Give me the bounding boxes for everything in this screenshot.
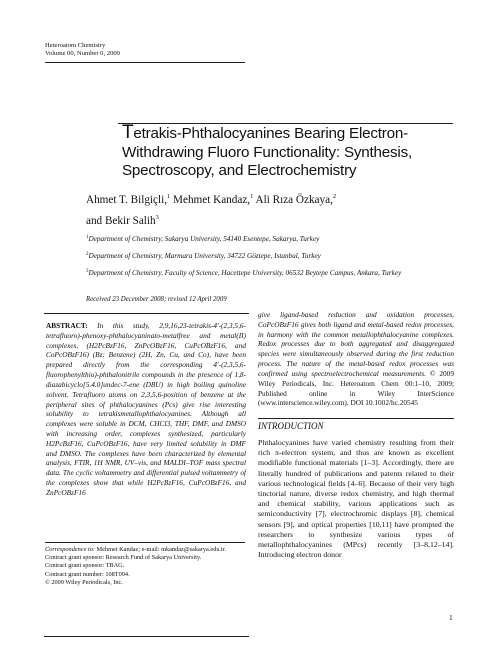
affiliation (86, 267, 446, 278)
correspondence-text: Mehmet Kandaz; e-mail: mkandaz@sakarya.edu.tr. (96, 546, 227, 553)
page-number: 1 (449, 613, 453, 622)
author-affiliation-mark: 1 (167, 193, 171, 200)
correspondence-label: Correspondence to: (45, 546, 95, 553)
author-name: Ahmet T. Bilgiçli, (86, 194, 167, 206)
grant-sponsor-note: Contract grant sponsor: Research Fund of Sakarya University. (45, 554, 202, 562)
header-divider (45, 62, 245, 63)
copyright-note: © 2009 Wiley Periodicals, Inc. (45, 578, 123, 586)
abstract-left-column (46, 321, 246, 498)
author-name: and Bekir Salih (86, 215, 156, 227)
introduction-heading: INTRODUCTION (258, 421, 324, 431)
author-affiliation-mark: 1 (250, 193, 254, 200)
author-affiliation-mark: 2 (332, 193, 337, 200)
grant-number-note: Contract grant number: 108T094. (45, 570, 130, 578)
affiliation-text: Department of Chemistry, Sakarya University, 54140 Esentepe, Sakarya, Turkey (88, 235, 320, 243)
affiliation (86, 233, 446, 244)
journal-volume: Volume 00, Number 0, 2009 (45, 50, 120, 58)
footnotes (45, 546, 250, 587)
article-title (122, 124, 462, 181)
title-rest: etrakis-Phthalocyanines Bearing Electron-Withdrawing Fluoro Functionality: Synthesis, Spectroscopy, and Electrochemistry (122, 125, 413, 179)
abstract-text: In this study, 2,9,16,23-tetrakis-4′-(2,3,5,6-tetrafluoro)-phenoxy-phthalocyaninato-metalfree and metal(II) complexes, (H2PcBzF16, ZnPcOBzF16, CuPcOBzF16, and CoPcOBzF16) (Bz: Benzene) (2H, Zn, Cu, and Co), have been prepared directly from the corresponding 4′-(2,3,5,6-fluorophenylthio)-phthalonitrile compounds in the presence of 1,8-diazabicyclo[5.4.0]undec-7-ene (DBU) in high boiling quinoline solvent. Tetrafluoro atoms on 2,3,5,6-position of benzene at the peripheral sites of phthalocyanines (Pcs) give rise interesting solubility to tetrakismetallophthalocyanines. Although all complexes were soluble in DCM, CHCl3, THF, DMF, and DMSO with increasing order, complexes synthesized, particularly H2PcBzF16, CuPcOBzF16, have very limited solubility in DMF and DMSO. The complexes have been characterized by elemental analysis, FTIR, 1H NMR, UV–vis, and MALDI–TOF mass spectral data. The cyclic voltammetry and differential pulsed voltammetry of the complexes show that while H2PcBzF16, CuPcOBzF16, and ZnPcOBzF16 (46, 321, 246, 497)
journal-name: Heteroatom Chemistry (45, 42, 106, 49)
abstract-right-column (258, 310, 454, 408)
author-name: Ali Rıza Özkaya, (255, 194, 333, 206)
received-dates: Received 23 December 2008; revised 12 April 2009 (86, 296, 227, 303)
introduction-text: Phthalocyanines have varied chemistry resulting from their rich π-electron system, and thus are known as excellent modifiable functional materials [1–3]. Accordingly, there are literally hundred of publications and patents related to their various technological fields [4–6]. Because of their very high tinctorial nature, diverse redox chemistry, and high thermal and chemical stability, various applications such as semiconductivity [7], electrochromic displays [8], chemical sensors [9], and optical properties [10,11] have prompted the researchers to synthesize various types of metallophthalocyanines (MPcs) recently [3–8,12–14]. Introducing electron donor (258, 438, 454, 560)
affiliation-text: Department of Chemistry, Marmara University, 34722 Göztepe, Istanbul, Turkey (88, 252, 321, 260)
footnote-divider (45, 542, 245, 543)
abstract-label: ABSTRACT: (46, 321, 88, 330)
abstract-continued-text: give ligand-based reduction and oxidation processes, CoPcOBzF16 gives both ligand and metal-based redox processes, in harmony with the common metallophthalocyanine complexes. Redox processes due to both aggregated and disaggregated species were simultaneously observed during the first reduction process. The nature of the metal-based redox processes was confirmed using spectroelectrochemical measurements. (258, 310, 454, 378)
affiliation-mark: 1 (86, 235, 89, 240)
affiliation (86, 250, 446, 261)
affiliation-mark: 3 (86, 269, 89, 274)
title-first-letter: T (122, 122, 134, 143)
author-affiliation-mark: 3 (155, 214, 159, 221)
author-name: Mehmet Kandaz, (173, 194, 251, 206)
abstract-copyright: © 2009 Wiley Periodicals, Inc. Heteroatom Chem 00:1–10, 2009; Published online in Wiley InterScience (www.interscience.wiley.com). DOI 10.1002/hc.20545 (258, 368, 454, 408)
abstract-end-divider (258, 418, 454, 419)
author-list (86, 188, 436, 230)
affiliation-text: Department of Chemistry, Faculty of Science, Hacettepe University, 06532 Beytepe Campus, Ankara, Turkey (88, 269, 402, 277)
affiliation-mark: 2 (86, 252, 89, 257)
grant-sponsor-note: Contract grant sponsor: TBAG. (45, 562, 125, 570)
journal-header (45, 42, 120, 58)
correspondence-note (45, 546, 250, 554)
